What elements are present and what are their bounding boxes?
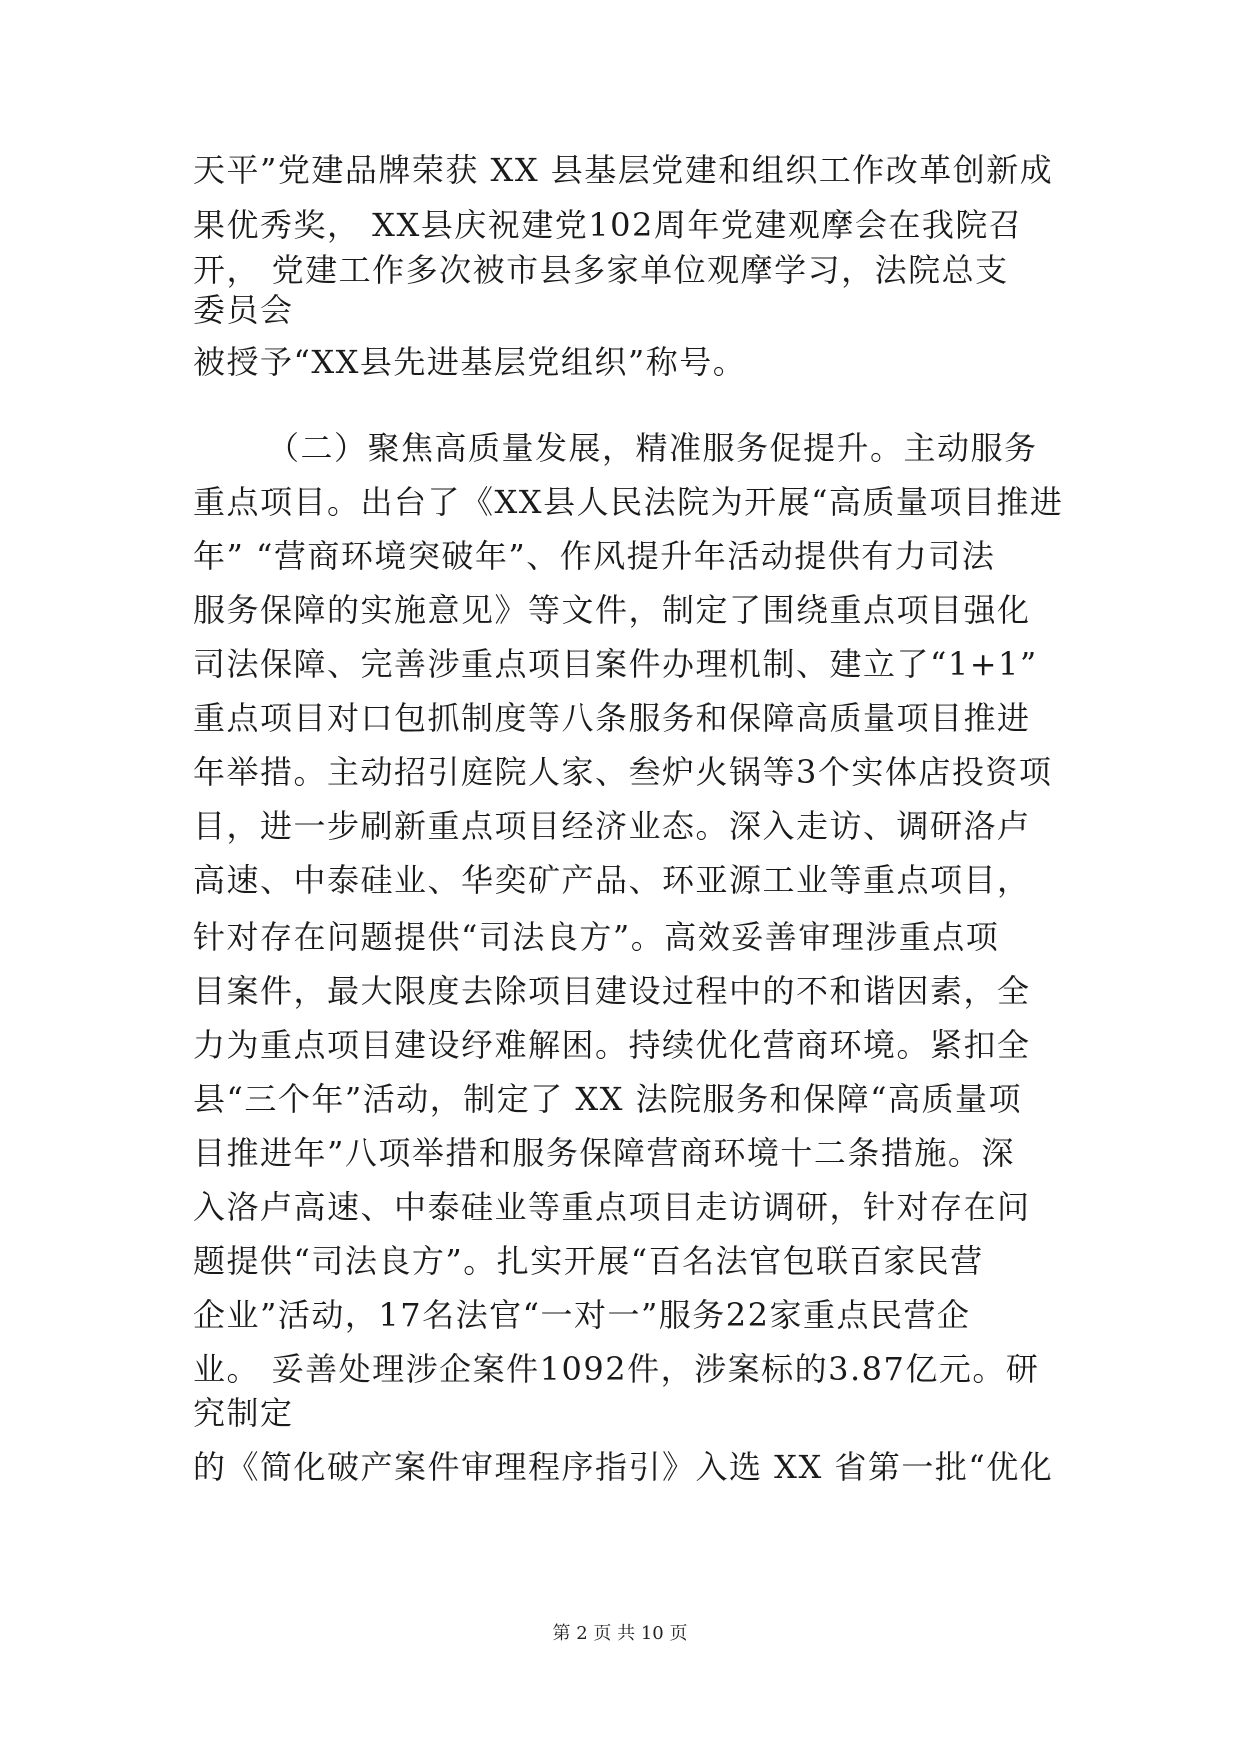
text-line: 司法保障、完善涉重点项目案件办理机制、建立了“1+1” — [193, 645, 1038, 683]
text-line: 重点项目。出台了《XX县人民法院为开展“高质量项目推进 — [193, 483, 1064, 521]
text-line: 服务保障的实施意见》等文件，制定了围绕重点项目强化 — [193, 591, 1031, 629]
page-number-footer: 第 2 页 共 10 页 — [552, 1623, 688, 1644]
text-line: 果优秀奖， XX县庆祝建党102周年党建观摩会在我院召 — [193, 206, 1023, 244]
text-line: 县“三个年”活动，制定了 XX 法院服务和保障“高质量项 — [193, 1080, 1022, 1118]
text-line: 针对存在问题提供“司法良方”。高效妥善审理涉重点项 — [193, 918, 1000, 956]
text-line: 年” “营商环境突破年”、作风提升年活动提供有力司法 — [193, 537, 996, 575]
text-line: 年举措。主动招引庭院人家、叁炉火锅等3个实体店投资项 — [193, 753, 1053, 791]
text-line: 开， 党建工作多次被市县多家单位观摩学习，法院总支 — [193, 251, 1009, 289]
text-line: 力为重点项目建设纾难解困。持续优化营商环境。紧扣全 — [193, 1026, 1031, 1064]
text-line: 目推进年”八项举措和服务保障营商环境十二条措施。深 — [193, 1134, 1015, 1172]
text-line: 入洛卢高速、中泰硅业等重点项目走访调研，针对存在问 — [193, 1188, 1031, 1226]
text-line: 委员会 — [193, 291, 294, 329]
text-line: 被授予“XX县先进基层党组织”称号。 — [193, 343, 747, 381]
text-line: 企业”活动，17名法官“一对一”服务22家重点民营企 — [193, 1296, 971, 1334]
text-line: 重点项目对口包抓制度等八条服务和保障高质量项目推进 — [193, 699, 1031, 737]
text-line: 的《简化破产案件审理程序指引》入选 XX 省第一批“优化 — [193, 1448, 1054, 1486]
text-line: 目，进一步刷新重点项目经济业态。深入走访、调研洛卢 — [193, 807, 1031, 845]
paragraph-first-line: （二）聚焦高质量发展，精准服务促提升。主动服务 — [267, 429, 1038, 467]
text-line: 高速、中泰硅业、华奕矿产品、环亚源工业等重点项目， — [193, 861, 1031, 899]
text-line: 目案件，最大限度去除项目建设过程中的不和谐因素，全 — [193, 972, 1031, 1010]
text-line: 究制定 — [193, 1394, 294, 1432]
text-line: 业。 妥善处理涉企案件1092件，涉案标的3.87亿元。研 — [193, 1350, 1040, 1388]
text-line: 天平”党建品牌荣获 XX 县基层党建和组织工作改革创新成 — [193, 151, 1054, 189]
text-line: 题提供“司法良方”。扎实开展“百名法官包联百家民营 — [193, 1242, 984, 1280]
